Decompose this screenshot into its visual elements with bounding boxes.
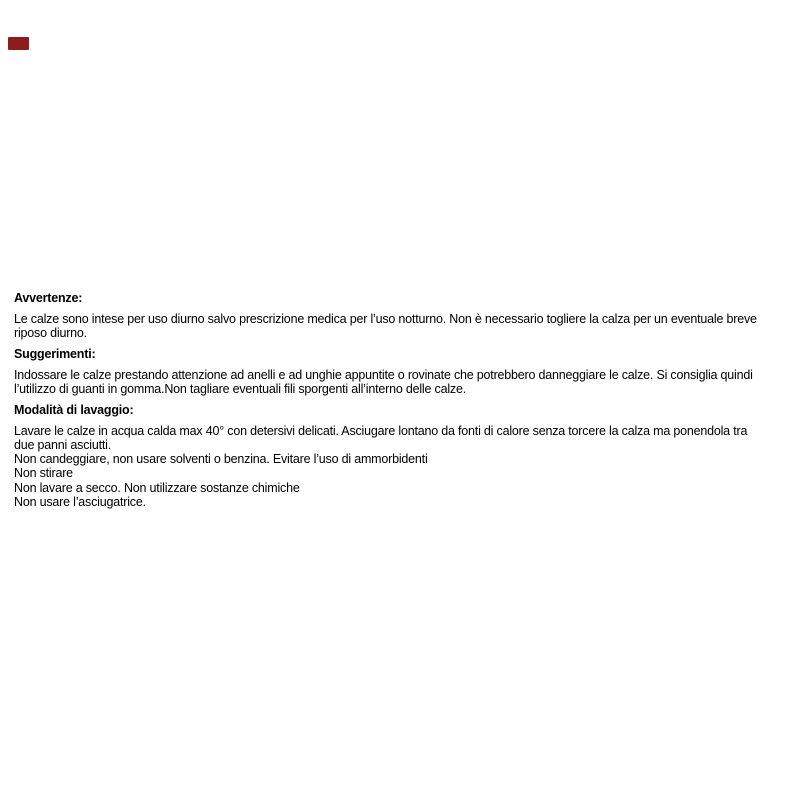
- paragraph-line: Non candeggiare, non usare solventi o benzina. Evitare l’uso di ammorbidenti: [14, 452, 428, 467]
- paragraph-line: Non stirare: [14, 466, 73, 481]
- paragraph-line: Le calze sono intese per uso diurno salvo prescrizione medica per l’uso notturno. Non è necessario togliere la calza per un eventuale breve: [14, 311, 757, 326]
- paragraph-line: Non lavare a secco. Non utilizzare sostanze chimiche: [14, 480, 300, 495]
- brand-mark: [8, 37, 29, 50]
- section-heading-avvertenze: Avvertenze:: [14, 291, 83, 305]
- paragraph-line: Lavare le calze in acqua calda max 40° con detersivi delicati. Asciugare lontano da fonti di calore senza torcere la calza ma ponendola tra: [14, 423, 748, 438]
- section-heading-suggerimenti: Suggerimenti:: [14, 346, 96, 361]
- section-avvertenze: [14, 291, 800, 340]
- section-heading-modalita-di-lavaggio: Modalità di lavaggio:: [14, 402, 134, 417]
- paragraph-line: l’utilizzo di guanti in gomma.Non tagliare eventuali fili sporgenti all’interno delle calze.: [14, 381, 466, 396]
- paragraph-line: Indossare le calze prestando attenzione ad anelli e ad unghie appuntite o rovinate che potrebbero danneggiare le calze. Si consiglia quindi: [14, 367, 753, 382]
- paragraph-line: due panni asciutti.: [14, 437, 111, 452]
- section-modalita-di-lavaggio: [14, 403, 800, 510]
- care-instructions-text: [14, 291, 800, 509]
- section-suggerimenti: [14, 347, 800, 396]
- paragraph-line: Non usare l’asciugatrice.: [14, 495, 146, 510]
- paragraph-line: riposo diurno.: [14, 326, 87, 341]
